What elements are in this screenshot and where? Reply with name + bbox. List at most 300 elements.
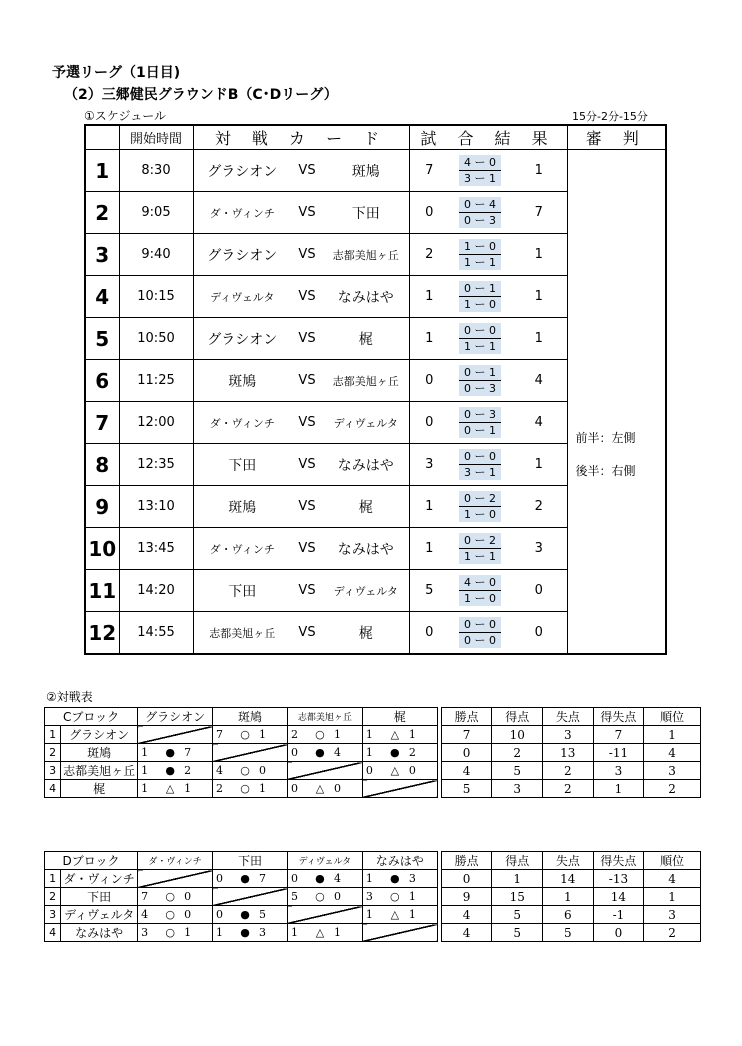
goals-against: 2	[184, 764, 192, 777]
vs-label: VS	[291, 192, 323, 234]
team-a: グラシオン	[193, 234, 291, 276]
self-match-cell	[287, 762, 362, 780]
first-half-score: 0 ー 2	[459, 491, 501, 507]
stat-value: 13	[543, 744, 594, 762]
goals-against: 3	[408, 872, 416, 885]
stat-header: 順位	[644, 852, 701, 870]
stat-value: 5	[492, 924, 543, 942]
score-a: 3	[409, 444, 449, 486]
stat-value: 1	[593, 780, 644, 798]
team-b: 斑鳩	[323, 150, 409, 192]
match-number: 11	[85, 570, 119, 612]
stat-value: 3	[644, 906, 701, 924]
self-match-cell	[213, 744, 288, 762]
score-b: 4	[511, 402, 567, 444]
match-result-cell	[287, 888, 362, 906]
team-row	[45, 870, 701, 888]
stat-value: 0	[441, 870, 492, 888]
second-half-score: 0 ー 0	[464, 634, 497, 647]
match-result-cell	[287, 780, 362, 798]
score-b: 4	[511, 360, 567, 402]
referee-note: 前半：左側	[575, 430, 636, 445]
score-a: 7	[409, 150, 449, 192]
team-row	[45, 780, 701, 798]
match-number: 9	[85, 486, 119, 528]
match-number: 4	[85, 276, 119, 318]
goals-for: 4	[141, 908, 149, 921]
vs-label: VS	[291, 234, 323, 276]
first-half-score: 4 ー 0	[459, 155, 501, 171]
result-mark: ●	[390, 872, 400, 885]
stat-value: 14	[593, 888, 644, 906]
page-title: 予選リーグ（1日目)	[52, 65, 181, 81]
team-row	[45, 906, 701, 924]
match-number: 3	[85, 234, 119, 276]
result-mark: △	[390, 908, 400, 921]
block-c-table	[44, 707, 701, 798]
opponent-header: ディヴェルタ	[287, 852, 362, 870]
stat-value: -1	[593, 906, 644, 924]
second-half-score: 0 ー 3	[464, 214, 497, 227]
opponent-header: グラシオン	[138, 708, 213, 726]
stat-value: 1	[492, 870, 543, 888]
match-result-cell	[287, 870, 362, 888]
team-a: グラシオン	[193, 318, 291, 360]
opponent-header: 下田	[213, 852, 288, 870]
team-a: 志都美旭ヶ丘	[193, 612, 291, 655]
match-result-cell	[138, 924, 213, 942]
half-scores	[449, 570, 511, 612]
result-mark: ○	[165, 890, 175, 903]
second-half-score: 1 ー 1	[464, 550, 497, 563]
team-index: 4	[45, 780, 61, 798]
match-result-cell	[213, 906, 288, 924]
half-scores	[449, 612, 511, 655]
result-mark: ●	[315, 872, 325, 885]
vs-label: VS	[291, 276, 323, 318]
vs-label: VS	[291, 444, 323, 486]
half-scores-box	[459, 491, 501, 522]
team-a: 下田	[193, 570, 291, 612]
start-time: 8:30	[119, 150, 193, 192]
standings-label: ②対戦表	[46, 690, 93, 704]
match-result-cell	[213, 870, 288, 888]
start-time: 12:00	[119, 402, 193, 444]
start-time: 12:35	[119, 444, 193, 486]
stat-value: 7	[441, 726, 492, 744]
score-b: 1	[511, 444, 567, 486]
team-b: なみはや	[323, 276, 409, 318]
half-scores-box	[459, 281, 501, 312]
vs-label: VS	[291, 612, 323, 655]
goals-against: 1	[184, 782, 192, 795]
team-index: 4	[45, 924, 61, 942]
start-time: 13:10	[119, 486, 193, 528]
team-b: 梶	[323, 612, 409, 655]
team-a: ディヴェルタ	[193, 276, 291, 318]
team-index: 1	[45, 870, 61, 888]
goals-for: 7	[216, 728, 224, 741]
half-scores-box	[459, 407, 501, 438]
half-scores	[449, 318, 511, 360]
match-row	[85, 150, 666, 192]
standings-header	[45, 708, 701, 726]
start-time: 14:20	[119, 570, 193, 612]
first-half-score: 1 ー 0	[459, 239, 501, 255]
goals-against: 0	[184, 908, 192, 921]
half-scores	[449, 402, 511, 444]
half-scores	[449, 360, 511, 402]
match-number: 2	[85, 192, 119, 234]
team-name: 下田	[61, 888, 138, 906]
first-half-score: 0 ー 0	[459, 323, 501, 339]
self-match-cell	[287, 906, 362, 924]
team-b: 梶	[323, 318, 409, 360]
team-name: 斑鳩	[61, 744, 138, 762]
score-a: 0	[409, 192, 449, 234]
block-name: Cブロック	[45, 708, 138, 726]
self-match-cell	[362, 924, 437, 942]
first-half-score: 0 ー 3	[459, 407, 501, 423]
stat-value: 3	[593, 762, 644, 780]
stat-value: 4	[644, 870, 701, 888]
block-d-table	[44, 851, 701, 942]
second-half-score: 1 ー 1	[464, 340, 497, 353]
result-mark: ●	[315, 746, 325, 759]
time-format: 15分-2分-15分	[572, 110, 648, 123]
score-a: 1	[409, 486, 449, 528]
opponent-header: ダ・ヴィンチ	[138, 852, 213, 870]
stat-header: 勝点	[441, 852, 492, 870]
goals-against: 4	[333, 872, 341, 885]
stat-value: 15	[492, 888, 543, 906]
half-scores	[449, 192, 511, 234]
stat-header: 得点	[492, 852, 543, 870]
score-a: 5	[409, 570, 449, 612]
team-name: ダ・ヴィンチ	[61, 870, 138, 888]
goals-against: 1	[333, 926, 341, 939]
goals-for: 0	[290, 746, 298, 759]
match-result-cell	[213, 924, 288, 942]
team-a: ダ・ヴィンチ	[193, 528, 291, 570]
match-result-cell	[138, 906, 213, 924]
first-half-score: 0 ー 2	[459, 533, 501, 549]
team-b: 梶	[323, 486, 409, 528]
stat-value: 2	[543, 762, 594, 780]
vs-label: VS	[291, 318, 323, 360]
start-time: 9:05	[119, 192, 193, 234]
start-time: 11:25	[119, 360, 193, 402]
result-mark: ○	[240, 764, 250, 777]
first-half-score: 4 ー 0	[459, 575, 501, 591]
first-half-score: 0 ー 1	[459, 281, 501, 297]
half-scores-box	[459, 323, 501, 354]
half-scores-box	[459, 533, 501, 564]
score-b: 1	[511, 234, 567, 276]
stat-value: -11	[593, 744, 644, 762]
header-result: 試 合 結 果	[409, 125, 567, 150]
result-mark: △	[315, 782, 325, 795]
team-index: 3	[45, 906, 61, 924]
team-a: ダ・ヴィンチ	[193, 402, 291, 444]
match-result-cell	[213, 762, 288, 780]
goals-for: 7	[141, 890, 149, 903]
goals-against: 2	[408, 746, 416, 759]
second-half-score: 1 ー 0	[464, 508, 497, 521]
score-b: 0	[511, 612, 567, 655]
goals-for: 1	[141, 764, 149, 777]
schedule-label: ①スケジュール	[84, 109, 167, 123]
match-result-cell	[287, 744, 362, 762]
venue-subtitle: （2）三郷健民グラウンドB（C･Dリーグ）	[64, 87, 338, 103]
team-index: 2	[45, 744, 61, 762]
half-scores-box	[459, 575, 501, 606]
goals-for: 1	[365, 872, 373, 885]
score-a: 2	[409, 234, 449, 276]
result-mark: ○	[240, 728, 250, 741]
goals-for: 0	[365, 764, 373, 777]
score-b: 2	[511, 486, 567, 528]
goals-against: 7	[259, 872, 267, 885]
stat-value: 2	[492, 744, 543, 762]
stat-value: 4	[441, 906, 492, 924]
stat-header: 勝点	[441, 708, 492, 726]
opponent-header: 志都美旭ヶ丘	[287, 708, 362, 726]
team-b: なみはや	[323, 528, 409, 570]
block-name: Dブロック	[45, 852, 138, 870]
score-a: 1	[409, 528, 449, 570]
result-mark: ○	[165, 908, 175, 921]
match-number: 12	[85, 612, 119, 655]
second-half-score: 0 ー 3	[464, 382, 497, 395]
match-number: 6	[85, 360, 119, 402]
team-b: 志都美旭ヶ丘	[323, 360, 409, 402]
goals-for: 0	[216, 872, 224, 885]
first-half-score: 0 ー 0	[459, 449, 501, 465]
header-match-card: 対 戦 カ ー ド	[193, 125, 409, 150]
stat-value: 6	[543, 906, 594, 924]
goals-against: 4	[333, 746, 341, 759]
team-name: 梶	[61, 780, 138, 798]
stat-header: 得失点	[593, 852, 644, 870]
goals-against: 1	[408, 728, 416, 741]
self-match-cell	[138, 726, 213, 744]
goals-for: 1	[365, 728, 373, 741]
standings-header	[45, 852, 701, 870]
stat-value: 5	[543, 924, 594, 942]
result-mark: △	[165, 782, 175, 795]
second-half-score: 1 ー 0	[464, 592, 497, 605]
goals-against: 0	[408, 764, 416, 777]
goals-against: 1	[408, 890, 416, 903]
half-scores	[449, 528, 511, 570]
match-result-cell	[138, 780, 213, 798]
score-b: 0	[511, 570, 567, 612]
goals-against: 5	[259, 908, 267, 921]
stat-value: 9	[441, 888, 492, 906]
half-scores-box	[459, 155, 501, 186]
goals-against: 1	[259, 782, 267, 795]
second-half-score: 1 ー 0	[464, 298, 497, 311]
stat-value: 2	[644, 924, 701, 942]
goals-for: 2	[290, 728, 298, 741]
result-mark: △	[390, 764, 400, 777]
team-a: 下田	[193, 444, 291, 486]
half-scores-box	[459, 197, 501, 228]
goals-for: 5	[290, 890, 298, 903]
stat-value: 7	[593, 726, 644, 744]
opponent-header: 梶	[362, 708, 437, 726]
score-b: 1	[511, 318, 567, 360]
goals-for: 1	[365, 908, 373, 921]
result-mark: ○	[315, 890, 325, 903]
opponent-header: なみはや	[362, 852, 437, 870]
stat-header: 順位	[644, 708, 701, 726]
start-time: 9:40	[119, 234, 193, 276]
stat-value: -13	[593, 870, 644, 888]
match-number: 8	[85, 444, 119, 486]
vs-label: VS	[291, 570, 323, 612]
start-time: 10:50	[119, 318, 193, 360]
goals-against: 0	[333, 782, 341, 795]
first-half-score: 0 ー 0	[459, 617, 501, 633]
vs-label: VS	[291, 528, 323, 570]
goals-for: 0	[290, 782, 298, 795]
result-mark: ●	[390, 746, 400, 759]
stat-value: 3	[543, 726, 594, 744]
score-b: 1	[511, 276, 567, 318]
score-a: 0	[409, 360, 449, 402]
stat-value: 1	[644, 726, 701, 744]
team-row	[45, 888, 701, 906]
match-result-cell	[287, 726, 362, 744]
result-mark: ●	[240, 872, 250, 885]
score-a: 1	[409, 276, 449, 318]
second-half-score: 0 ー 1	[464, 424, 497, 437]
result-mark: ●	[240, 908, 250, 921]
vs-label: VS	[291, 486, 323, 528]
team-row	[45, 924, 701, 942]
first-half-score: 0 ー 4	[459, 197, 501, 213]
score-a: 0	[409, 612, 449, 655]
match-result-cell	[213, 726, 288, 744]
score-b: 1	[511, 150, 567, 192]
referee-notes	[576, 429, 666, 479]
stat-value: 14	[543, 870, 594, 888]
team-index: 2	[45, 888, 61, 906]
match-result-cell	[362, 870, 437, 888]
start-time: 13:45	[119, 528, 193, 570]
stat-value: 0	[593, 924, 644, 942]
goals-for: 2	[216, 782, 224, 795]
half-scores-box	[459, 365, 501, 396]
stat-value: 1	[644, 888, 701, 906]
half-scores	[449, 150, 511, 192]
self-match-cell	[362, 780, 437, 798]
stat-value: 3	[644, 762, 701, 780]
team-a: ダ・ヴィンチ	[193, 192, 291, 234]
result-mark: △	[315, 926, 325, 939]
stat-value: 4	[644, 744, 701, 762]
team-b: なみはや	[323, 444, 409, 486]
half-scores	[449, 444, 511, 486]
half-scores	[449, 234, 511, 276]
match-result-cell	[362, 744, 437, 762]
goals-for: 0	[290, 872, 298, 885]
match-result-cell	[287, 924, 362, 942]
goals-for: 1	[141, 782, 149, 795]
stat-value: 10	[492, 726, 543, 744]
goals-against: 1	[184, 926, 192, 939]
team-b: ディヴェルタ	[323, 402, 409, 444]
goals-for: 1	[290, 926, 298, 939]
match-result-cell	[362, 762, 437, 780]
stat-value: 3	[492, 780, 543, 798]
stat-value: 0	[441, 744, 492, 762]
stat-header: 得点	[492, 708, 543, 726]
team-name: なみはや	[61, 924, 138, 942]
self-match-cell	[213, 888, 288, 906]
goals-for: 0	[216, 908, 224, 921]
goals-against: 0	[333, 890, 341, 903]
goals-for: 3	[365, 890, 373, 903]
team-a: グラシオン	[193, 150, 291, 192]
start-time: 10:15	[119, 276, 193, 318]
result-mark: △	[390, 728, 400, 741]
first-half-score: 0 ー 1	[459, 365, 501, 381]
team-b: 下田	[323, 192, 409, 234]
team-row	[45, 744, 701, 762]
team-name: ディヴェルタ	[61, 906, 138, 924]
half-scores-box	[459, 449, 501, 480]
stat-value: 2	[543, 780, 594, 798]
match-result-cell	[362, 726, 437, 744]
match-result-cell	[213, 780, 288, 798]
stat-value: 5	[492, 906, 543, 924]
stat-value: 2	[644, 780, 701, 798]
opponent-header: 斑鳩	[213, 708, 288, 726]
header-start-time: 開始時間	[119, 125, 193, 150]
result-mark: ○	[240, 782, 250, 795]
result-mark: ○	[315, 728, 325, 741]
match-number: 1	[85, 150, 119, 192]
goals-for: 3	[141, 926, 149, 939]
second-half-score: 3 ー 1	[464, 466, 497, 479]
stat-header: 失点	[543, 708, 594, 726]
half-scores-box	[459, 617, 501, 648]
referee-cell	[567, 150, 666, 655]
goals-against: 0	[259, 764, 267, 777]
team-row	[45, 762, 701, 780]
vs-label: VS	[291, 360, 323, 402]
second-half-score: 1 ー 1	[464, 256, 497, 269]
goals-against: 7	[184, 746, 192, 759]
stat-value: 4	[441, 924, 492, 942]
match-result-cell	[362, 888, 437, 906]
half-scores	[449, 276, 511, 318]
stat-value: 1	[543, 888, 594, 906]
team-a: 斑鳩	[193, 486, 291, 528]
stat-header: 得失点	[593, 708, 644, 726]
half-scores	[449, 486, 511, 528]
referee-note: 後半：右側	[575, 463, 636, 478]
stat-value: 5	[441, 780, 492, 798]
match-result-cell	[362, 906, 437, 924]
goals-against: 1	[333, 728, 341, 741]
match-result-cell	[138, 762, 213, 780]
result-mark: ●	[165, 764, 175, 777]
vs-label: VS	[291, 150, 323, 192]
